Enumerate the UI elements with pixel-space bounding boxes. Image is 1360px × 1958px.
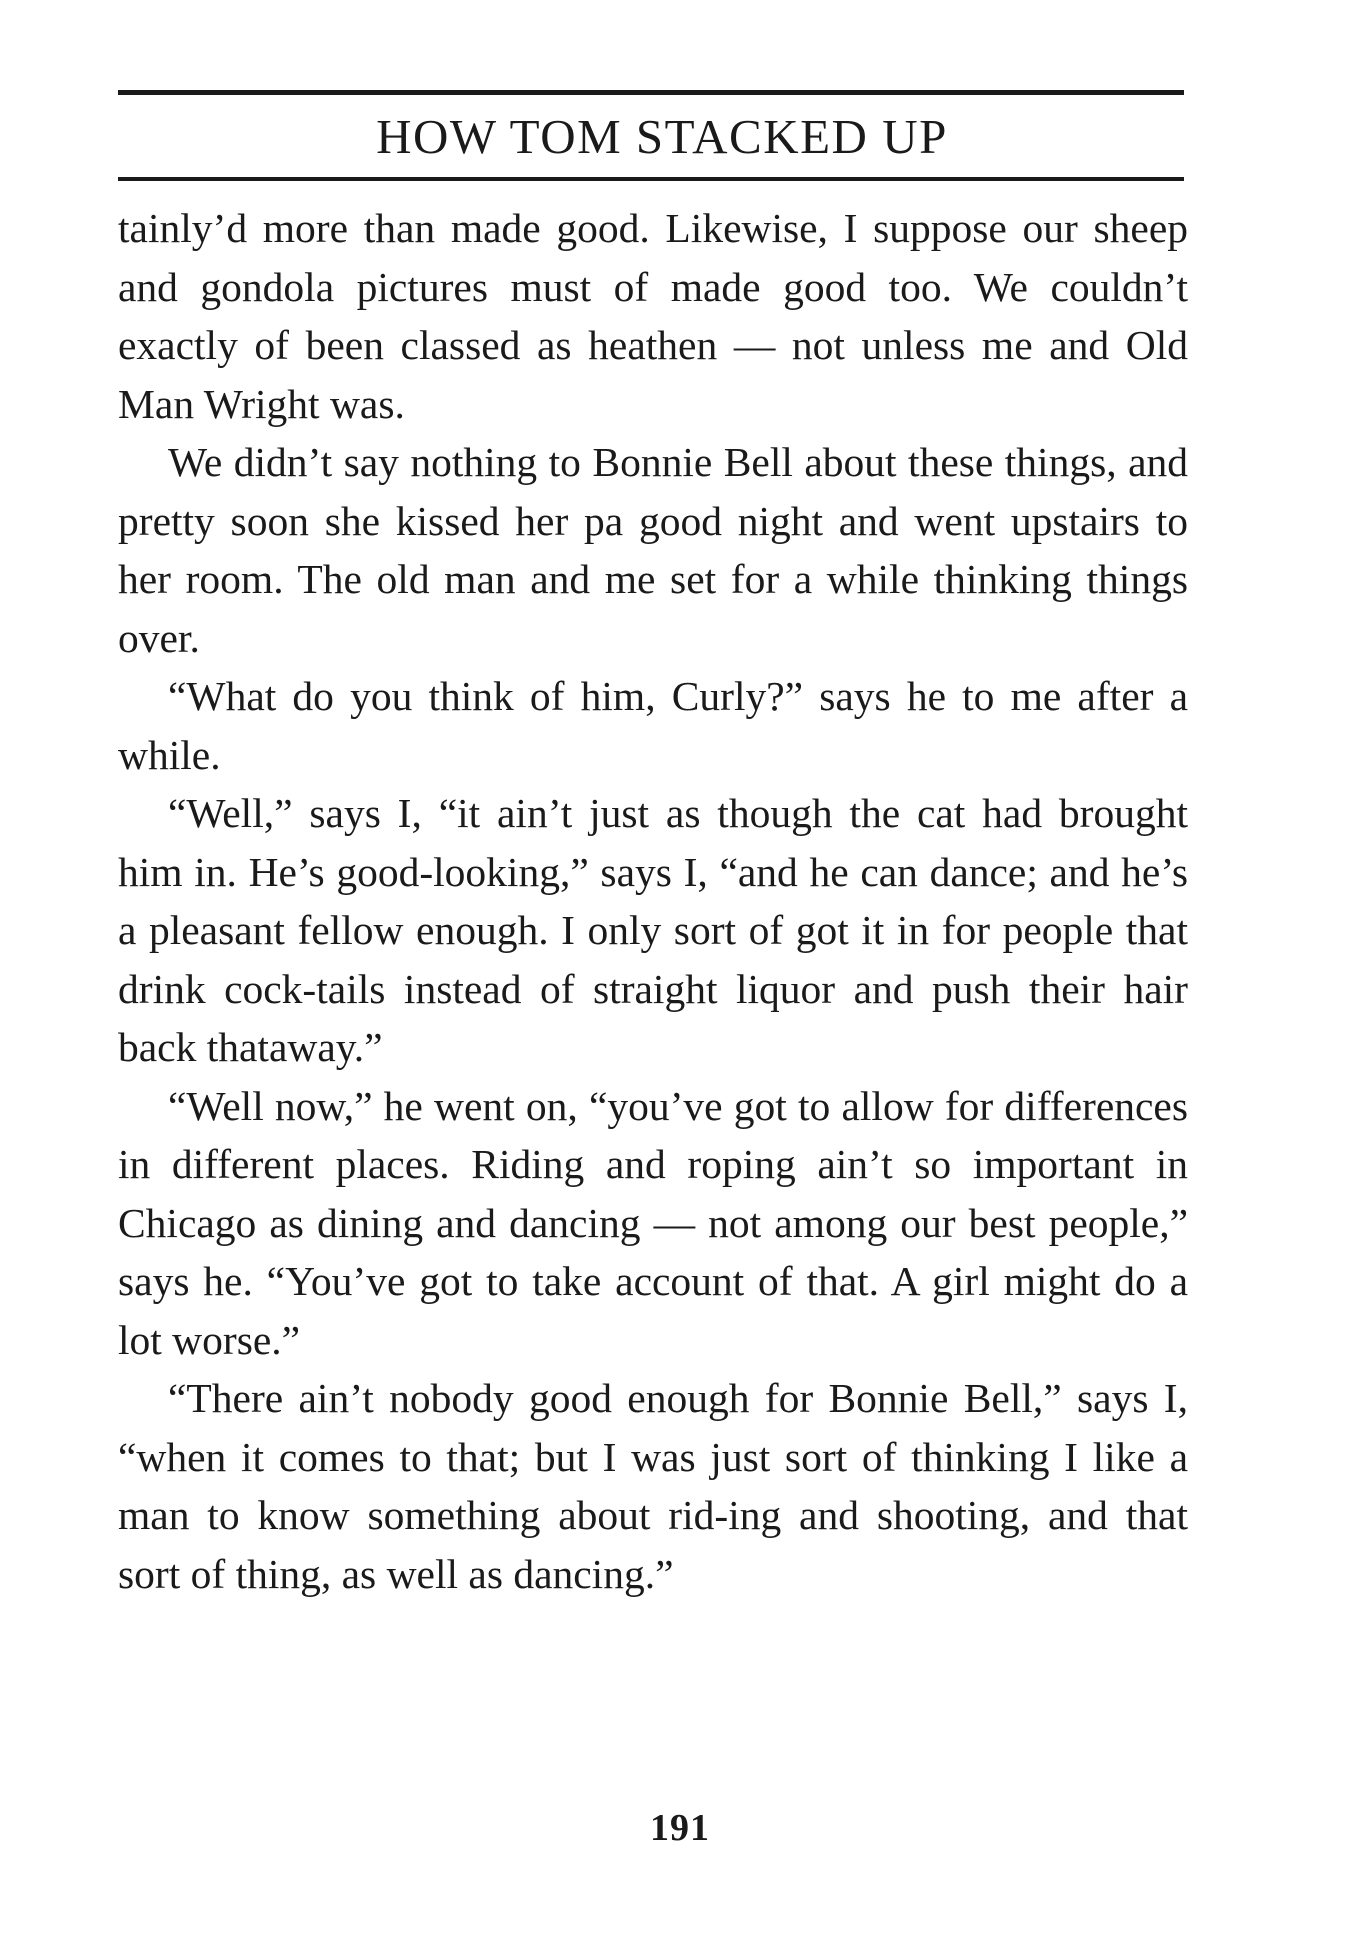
- paragraph: “What do you think of him, Curly?” says he to me after a while.: [118, 673, 1188, 778]
- page-number: 191: [650, 1807, 710, 1849]
- paragraph: We didn’t say nothing to Bonnie Bell about these things, and pretty soon she kissed her pa good night and went upstairs to her room. The old man and me set for a while thinking things over.: [118, 439, 1188, 661]
- paragraph-continued: tainly’d more than made good. Likewise, I suppose our sheep and gondola pictures must of made good too. We couldn’t exactly of been classed as heathen — not unless me and Old Man Wright was.: [118, 205, 1188, 427]
- paragraph: “There ain’t nobody good enough for Bonnie Bell,” says I, “when it comes to that; but I was just sort of thinking I like a man to know something about rid-ing and shooting, and that sort of thing, as well as dancing.”: [118, 1375, 1188, 1597]
- header-rule-top: [118, 90, 1184, 95]
- paragraph: “Well now,” he went on, “you’ve got to allow for differences in different places. Riding and roping ain’t so important in Chicago as dining and dancing — not among our best people,” says he. “You’ve got to take account of that. A girl might do a lot worse.”: [118, 1082, 1188, 1363]
- header-rule-bottom: [118, 177, 1184, 181]
- book-page: [118, 90, 1198, 1603]
- paragraph: “Well,” says I, “it ain’t just as though the cat had brought him in. He’s good-looking,” says I, “and he can dance; and he’s a pleasant fellow enough. I only sort of got it in for people that drink cock-tails instead of straight liquor and push their hair back thataway.”: [118, 790, 1188, 1070]
- running-title: HOW TOM STACKED UP: [376, 109, 948, 164]
- body-text: [118, 199, 1188, 1603]
